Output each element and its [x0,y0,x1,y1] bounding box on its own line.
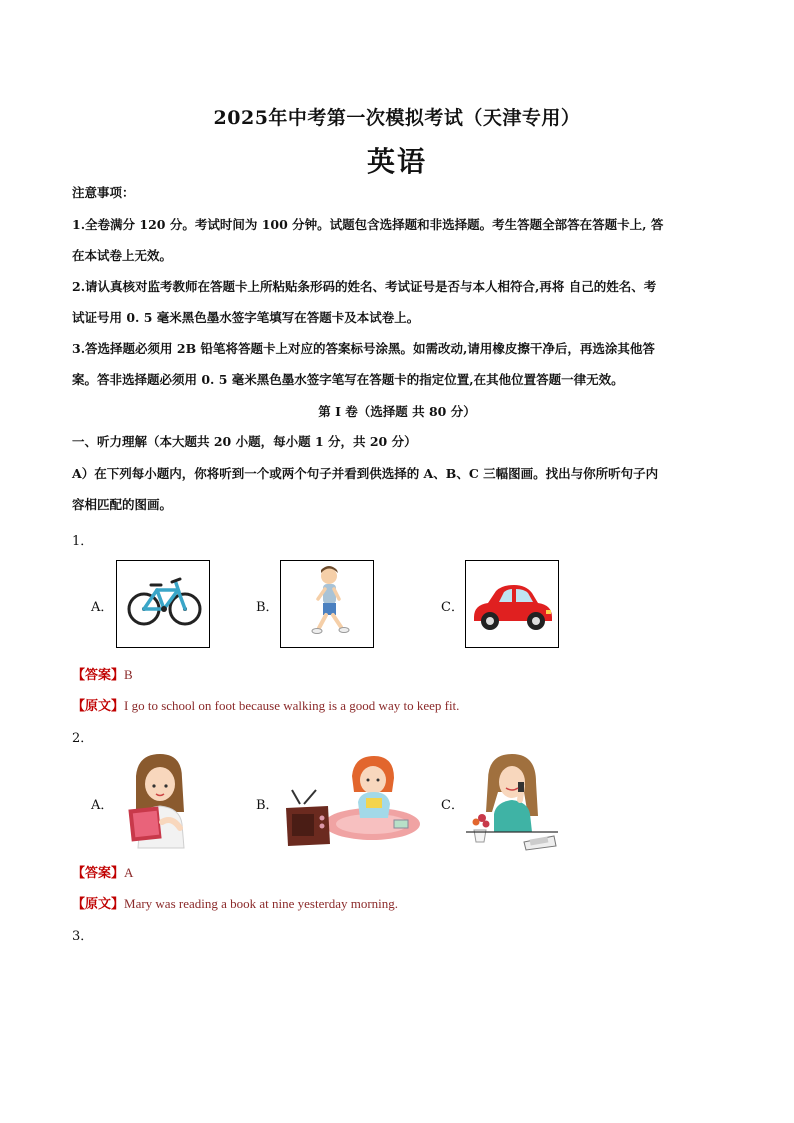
question-1-number: 1． [72,534,94,549]
q2-answer [72,862,133,881]
notice-item-1-line-2: 在本试卷上无效。 [72,248,173,263]
bicycle-icon [117,561,209,647]
q1-answer-value: B [124,667,133,682]
q1-source-text: I go to school on foot because walking is a good way to keep fit. [124,698,460,713]
q1-answer-label: 【答案】 [72,668,125,683]
q2-answer-value: A [124,865,134,880]
notice-item-3-line-1: 3.答选择题必须用 2B 铅笔将答题卡上对应的答案标号涂黑。如需改动,请用橡皮擦干净后，再选涂其他答 [72,341,655,356]
q1-option-b-picture[interactable] [280,560,374,648]
q1-option-a-label: A． [91,600,114,615]
q1-answer [72,664,133,683]
q1-option-c-picture[interactable] [465,560,559,648]
q1-source-label: 【原文】 [72,699,125,714]
q2-option-c-picture[interactable] [466,752,558,852]
q2-option-b-label: B． [256,798,279,813]
instruction-line-2: 容相匹配的图画。 [72,497,173,512]
q2-answer-label: 【答案】 [72,866,125,881]
part-title: 第 I 卷（选择题 共 80 分） [318,404,476,419]
q1-source [72,695,459,714]
instruction-line-1: A）在下列每小题内，你将听到一个或两个句子并看到供选择的 A、B、C 三幅图画。找出与你所听句子内 [72,466,659,481]
notice-item-3-line-2: 案。答非选择题必须用 0. 5 毫米黑色墨水签字笔写在答题卡的指定位置,在其他位置答题一律无效。 [72,372,624,387]
girl-watching-tv-icon [282,752,422,852]
q2-option-b-picture[interactable] [282,752,422,852]
q2-option-a-picture[interactable] [122,752,196,852]
question-2-number: 2． [72,731,94,746]
notice-item-2-line-1: 2.请认真核对监考教师在答题卡上所粘贴条形码的姓名、考试证号是否与本人相符合,再将 自己的姓名、考 [72,279,657,294]
walking-boy-icon [281,561,373,647]
question-3-number: 3． [72,929,94,944]
woman-on-phone-icon [466,752,558,852]
notice-heading: 注意事项： [72,185,135,200]
q2-source [72,893,398,912]
notice-item-1-line-1: 1.全卷满分 120 分。考试时间为 100 分钟。试题包含选择题和非选择题。考生答题全部答在答题卡上, 答 [72,217,664,232]
q2-option-c-label: C． [441,798,464,813]
page-title: 2025年中考第一次模拟考试（天津专用） [213,107,581,129]
q1-option-b-label: B． [256,600,279,615]
q2-option-a-label: A． [91,798,114,813]
red-car-icon [466,561,558,647]
girl-reading-icon [122,752,196,852]
q1-option-c-label: C． [441,600,464,615]
q2-source-label: 【原文】 [72,897,125,912]
q2-source-text: Mary was reading a book at nine yesterday morning. [124,896,399,911]
q1-option-a-picture[interactable] [116,560,210,648]
listening-section-title: 一、听力理解（本大题共 20 小题，每小题 1 分，共 20 分） [72,434,417,449]
subject-title: 英语 [366,145,427,178]
notice-item-2-line-2: 试证号用 0. 5 毫米黑色墨水签字笔填写在答题卡及本试卷上。 [72,310,420,325]
